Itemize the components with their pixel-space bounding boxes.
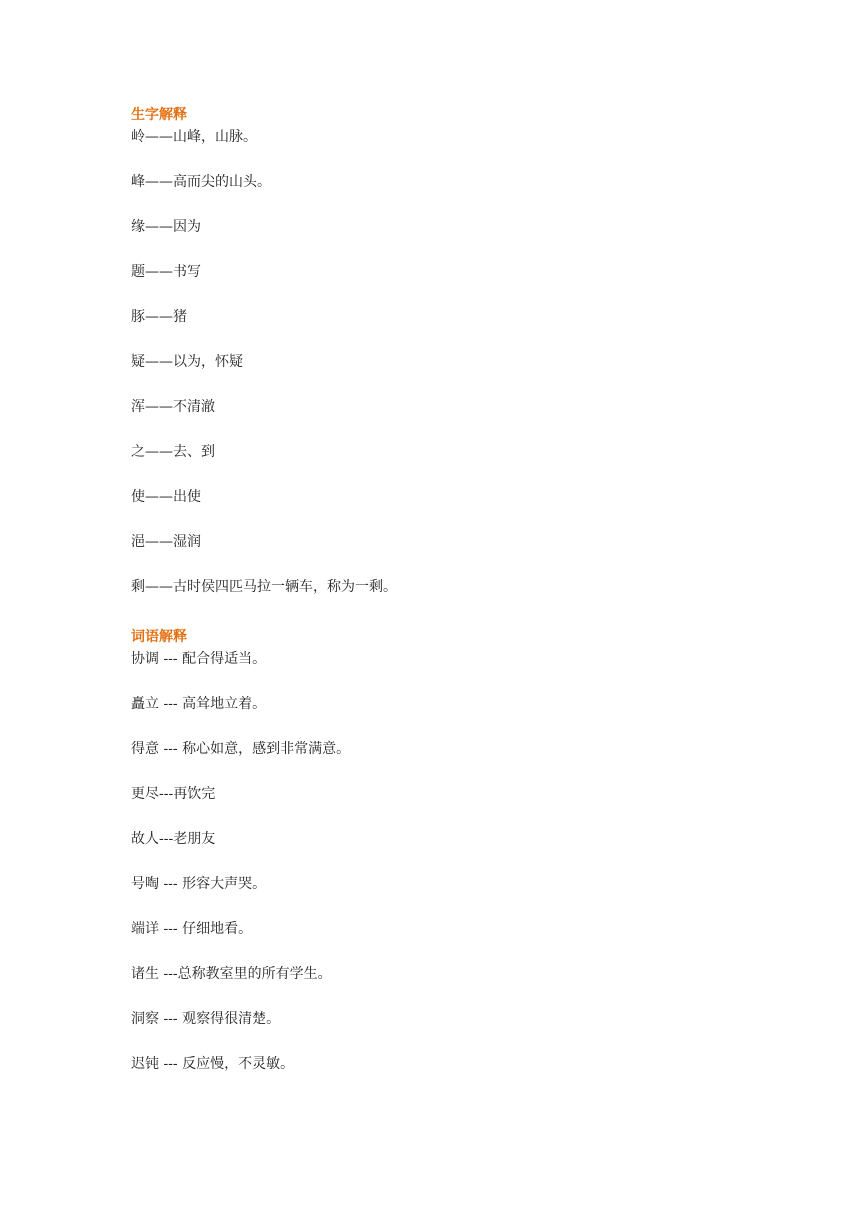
character-entry: 题——书写: [131, 264, 201, 280]
character-entry: 使——出使: [131, 489, 201, 505]
character-entry: 之——去、到: [131, 444, 215, 460]
word-entry: 号啕 --- 形容大声哭。: [131, 876, 267, 892]
word-entry: 端详 --- 仔细地看。: [131, 921, 253, 937]
section-word-explanations: [131, 628, 811, 1073]
word-entry: 更尽---再饮完: [131, 786, 216, 802]
word-entry: 矗立 --- 高耸地立着。: [131, 696, 267, 712]
character-list: [131, 128, 811, 596]
word-list: [131, 650, 811, 1073]
word-entry: 诸生 ---总称教室里的所有学生。: [131, 966, 332, 982]
word-entry: 得意 --- 称心如意，感到非常满意。: [131, 741, 351, 757]
character-entry: 浑——不清澈: [131, 399, 215, 415]
character-entry: 峰——高而尖的山头。: [131, 174, 271, 190]
character-entry: 豚——猪: [131, 309, 187, 325]
character-entry: 浥——湿润: [131, 534, 201, 550]
section-character-explanations: [131, 106, 811, 596]
word-entry: 协调 --- 配合得适当。: [131, 651, 267, 667]
section-heading-words: 词语解释: [131, 629, 187, 645]
section-heading-characters: 生字解释: [131, 107, 187, 123]
character-entry: 岭——山峰，山脉。: [131, 129, 257, 145]
word-entry: 故人---老朋友: [131, 831, 216, 847]
word-entry: 洞察 --- 观察得很清楚。: [131, 1011, 281, 1027]
character-entry: 缘——因为: [131, 219, 201, 235]
word-entry: 迟钝 --- 反应慢，不灵敏。: [131, 1056, 295, 1072]
character-entry: 疑——以为，怀疑: [131, 354, 243, 370]
document-page: [131, 106, 811, 1073]
character-entry: 剩——古时侯四匹马拉一辆车，称为一剩。: [131, 579, 397, 595]
